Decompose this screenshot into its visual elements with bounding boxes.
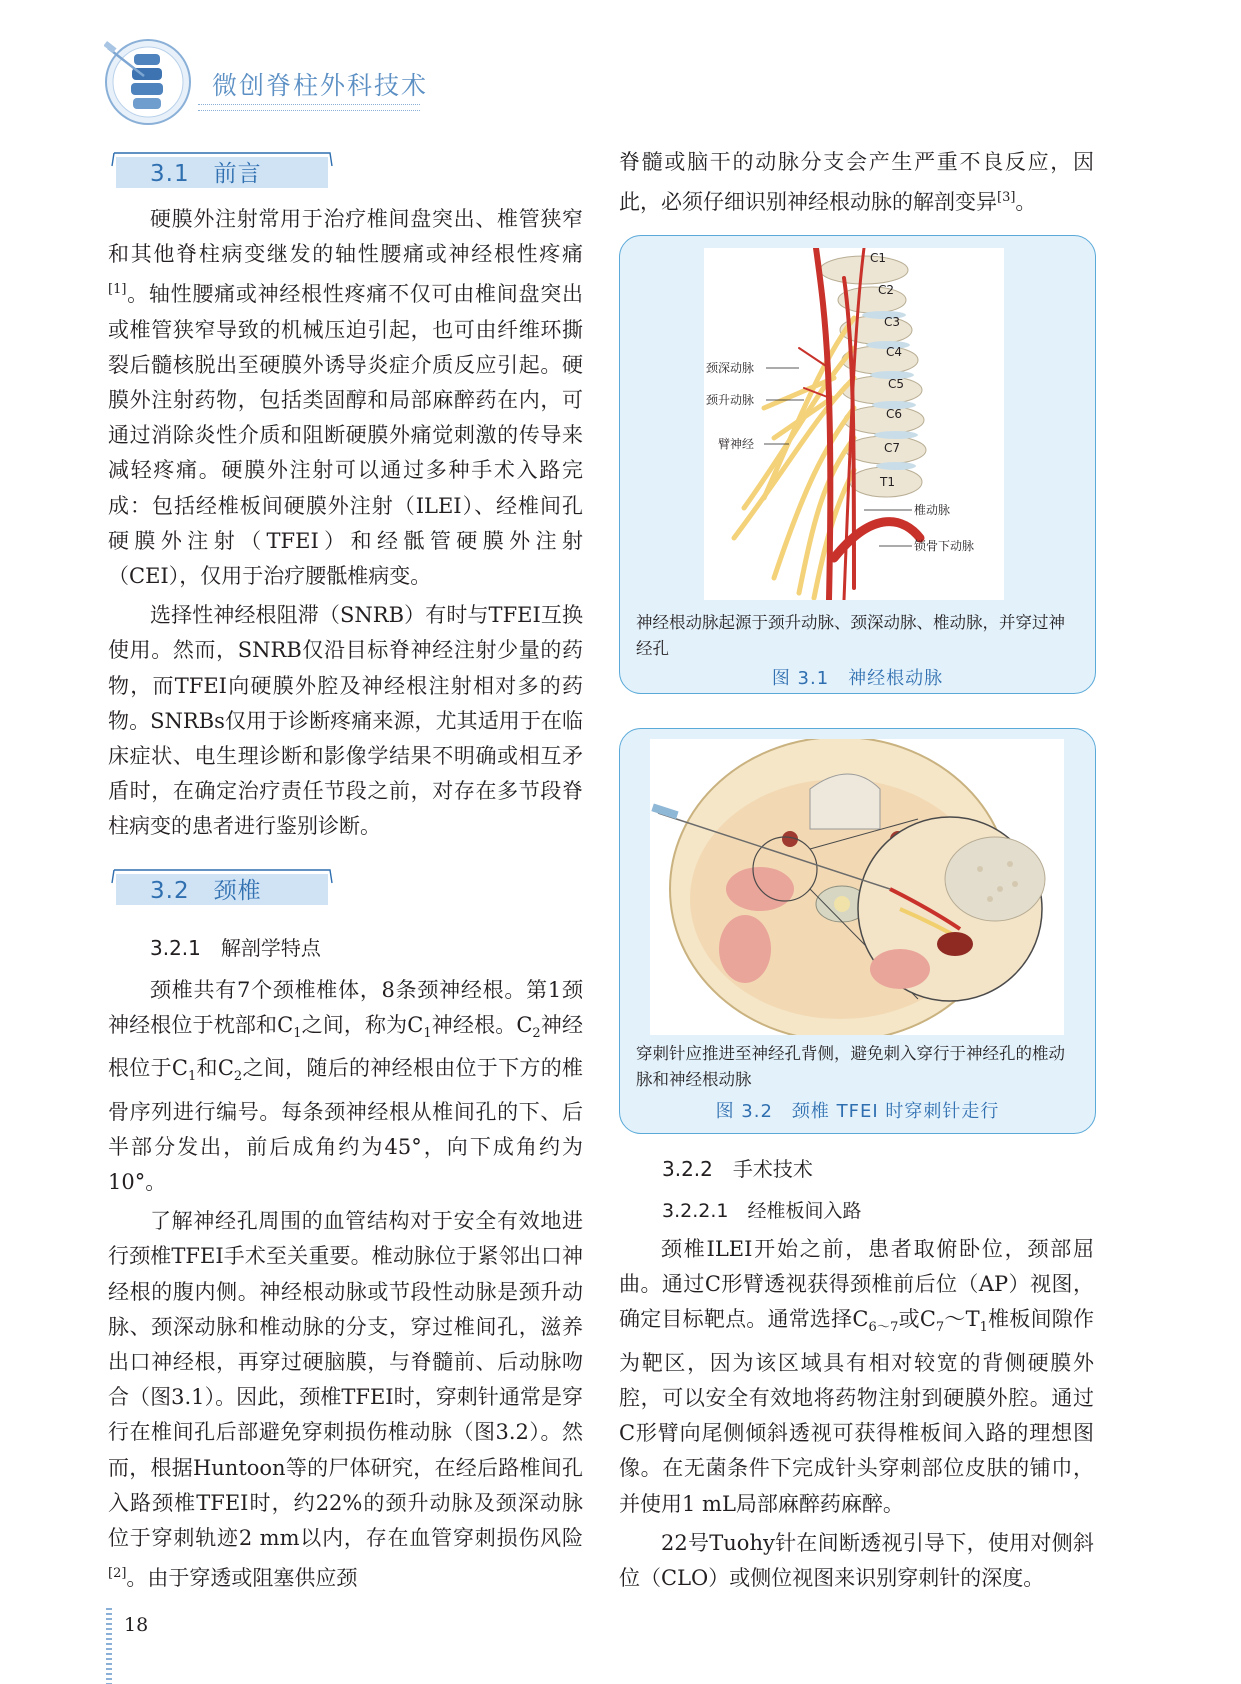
label-subclavian-artery: 锁骨下动脉 (914, 539, 975, 553)
book-logo (104, 38, 192, 126)
figure-3-2-caption: 穿刺针应推进至神经孔背侧，避免刺入穿行于神经孔的椎动脉和神经根动脉 (636, 1044, 1065, 1089)
label-ascending-cervical-artery: 颈升动脉 (706, 393, 755, 407)
label-vertebral-artery: 椎动脉 (914, 503, 951, 517)
book-title: 微创脊柱外科技术 (212, 71, 429, 100)
label-c1: C1 (870, 251, 887, 265)
intro-paragraph-2: 选择性神经根阻滞（SNRB）有时与TFEI互换使用。然而，SNRB仅沿目标脊神经注射少量的药物，而TFEI向硬膜外腔及神经根注射相对多的药物。SNRBs仅用于诊断疼痛来源，尤其适用于在临床症状、电生理诊断和影像学结果不明确或相互矛盾时，在确定治疗责任节段之前，对存在多节段脊柱病变的患者进行鉴别诊断。 (108, 603, 583, 839)
section-title: 颈椎 (213, 877, 262, 904)
label-deep-cervical-artery: 颈深动脉 (706, 361, 755, 375)
right-column-bottom (619, 1152, 1094, 1600)
label-c2: C2 (878, 283, 895, 297)
figure-3-1 (619, 235, 1096, 694)
figure-3-1-illustration (704, 248, 1004, 600)
figure-3-2-illustration (650, 739, 1064, 1035)
title-rule (198, 104, 420, 111)
section-number: 3.1 (150, 161, 190, 187)
label-c7: C7 (884, 441, 901, 455)
label-c3: C3 (884, 315, 901, 329)
right-column-top (619, 145, 1094, 224)
figure-3-2 (619, 728, 1096, 1134)
label-brachial-plexus: 臂神经 (718, 437, 755, 451)
label-c4: C4 (886, 345, 903, 359)
section-number: 3.2 (150, 877, 190, 904)
cervical-cross-section-illustration (650, 739, 1064, 1035)
label-c6: C6 (886, 407, 903, 421)
subsection-heading-3-2-2: 3.2.2 手术技术 (662, 1157, 813, 1181)
technique-paragraph-1: 颈椎ILEI开始之前，患者取俯卧位，颈部屈曲。通过C形臂透视获得颈椎前后位（AP）视图，确定目标靶点。通常选择$C_{6\sim 7}$或$C_7\sim T_1$椎板间隙作为靶区，因为该区域具有相对较宽的背侧硬膜外腔，可以安全有效地将药物注射到硬膜外腔。通过C形臂向尾侧倾斜透视可获得椎板间入路的理想图像。在无菌条件下完成针头穿刺部位皮肤的铺巾，并使用1 mL局部麻醉药麻醉。 (619, 1237, 1094, 1516)
technique-paragraph-2: 22号Tuohy针在间断透视引导下，使用对侧斜位（CLO）或侧位视图来识别穿刺针的深度。 (619, 1530, 1094, 1591)
intro-paragraph-1: 硬膜外注射常用于治疗椎间盘突出、椎管狭窄和其他脊柱病变继发的轴性腰痛或神经根性疼痛[1]。轴性腰痛或神经根性疼痛不仅可由椎间盘突出或椎管狭窄导致的机械压迫引起，也可由纤维环撕裂后髓核脱出至硬膜外诱导炎症介质反应引起。硬膜外注射药物，包括类固醇和局部麻醉药在内，可通过消除炎性介质和阻断硬膜外痛觉刺激的传导来减轻疼痛。硬膜外注射可以通过多种手术入路完成：包括经椎板间硬膜外注射（ILEI）、经椎间孔硬膜外注射（TFEI）和经骶管硬膜外注射（CEI），仅用于治疗腰骶椎病变。 (108, 207, 583, 589)
figure-3-1-title: 图 3.1 神经根动脉 (771, 668, 944, 689)
anatomy-paragraph-2: 了解神经孔周围的血管结构对于安全有效地进行颈椎TFEI手术至关重要。椎动脉位于紧邻出口神经根的腹内侧。神经根动脉或节段性动脉是颈升动脉、颈深动脉和椎动脉的分支，穿过椎间孔，滋养出口神经根，再穿过硬脑膜，与脊髓前、后动脉吻合（图3.1）。因此，颈椎TFEI时，穿刺针通常是穿行在椎间孔后部避免穿刺损伤椎动脉（图3.2）。然而，根据Huntoon等的尸体研究，在经后路椎间孔入路颈椎TFEI时，约22%的颈升动脉及颈深动脉位于穿刺轨迹2 mm以内，存在血管穿刺损伤风险[2]。由于穿透或阻塞供应颈 (108, 1209, 583, 1591)
label-c5: C5 (888, 377, 905, 391)
section-heading-3-2 (108, 867, 583, 911)
citation-2: [2] (108, 1566, 127, 1582)
subsubsection-heading-3-2-2-1: 3.2.2.1 经椎板间入路 (662, 1200, 862, 1222)
continued-paragraph: 脊髓或脑干的动脉分支会产生严重不良反应，因此，必须仔细识别神经根动脉的解剖变异[3]。 (619, 150, 1094, 215)
figure-3-1-caption: 神经根动脉起源于颈升动脉、颈深动脉、椎动脉，并穿过神经孔 (636, 613, 1065, 658)
subsection-heading-3-2-1: 3.2.1 解剖学特点 (150, 935, 321, 960)
figure-3-2-title: 图 3.2 颈椎 TFEI 时穿刺针走行 (715, 1101, 1000, 1122)
section-title: 前言 (213, 161, 262, 187)
label-t1: T1 (880, 475, 895, 489)
left-column (108, 150, 583, 1600)
cervical-spine-illustration (704, 248, 1004, 600)
footer-rule (106, 1608, 112, 1684)
citation-1: [1] (108, 282, 127, 298)
page-number: 18 (124, 1614, 149, 1636)
anatomy-paragraph-1: 颈椎共有7个颈椎椎体，8条颈神经根。第1颈神经根位于枕部和$C_1$之间，称为$C_1$神经根。$C_2$神经根位于$C_1$和$C_2$之间，随后的神经根由位于下方的椎骨序列进行编号。每条颈神经根从椎间孔的下、后半部分发出，前后成角约为45°，向下成角约为10°。 (108, 977, 583, 1195)
citation-3: [3] (997, 190, 1016, 206)
section-heading-3-1 (108, 150, 583, 194)
